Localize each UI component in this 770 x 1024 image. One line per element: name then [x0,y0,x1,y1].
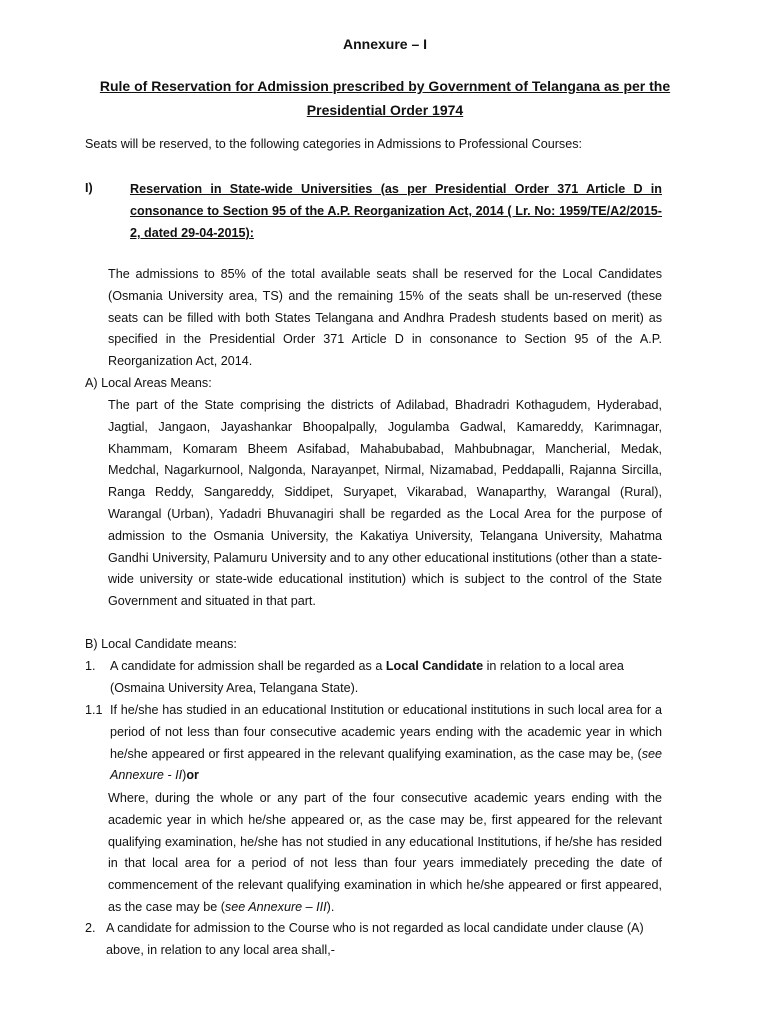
section-number: I) [85,181,93,195]
annexure-iii-ref: see Annexure – III [224,899,327,914]
item-2-text: A candidate for admission to the Course who is not regarded as local candidate under clause (A) above, in relation to any local area shall,- [106,921,644,957]
item-1-1-close: ) [182,768,187,783]
main-title: Rule of Reservation for Admission prescribed by Government of Telangana as per the Presidential Order 1974 [99,78,671,118]
item-1-1-text [110,700,662,787]
item-1-post: in relation to a local area (Osmaina University Area, Telangana State). [110,659,624,695]
item-1-number: 1. [85,659,96,673]
intro-paragraph: Seats will be reserved, to the following categories in Admissions to Professional Courses: [85,137,582,151]
or-connector: or [186,768,199,783]
where-close: ). [326,899,335,914]
section-heading: Reservation in State-wide Universities (as per Presidential Order 371 Article D in consonance to Section 95 of the A.P. Reorganization Act, 2014 ( Lr. No: 1959/TE/A2/2015-2, dated 29-04-2015): [130,182,662,240]
item-1-pre: A candidate for admission shall be regarded as a [110,659,386,673]
where-body: Where, during the whole or any part of the four consecutive academic years ending with the academic year in which he/she appeared or, as the case may be, first appeared for the relevant qualifying examination, he/she has not studied in any educational Institutions, if he/she has resided in that local area for a period of not less than four years immediately preceding the date of commencement of the relevant qualifying examination in which he/she appeared or first appeared, as the case may be ( [108,791,662,914]
section-paragraph: The admissions to 85% of the total available seats shall be reserved for the Local Candidates (Osmania University area, TS) and the remaining 15% of the seats shall be un-reserved (these seats can be filled with both States Telangana and Andhra Pradesh students based on merit) as specified in the Presidential Order 371 Article D in consonance to Section 95 of the A.P. Reorganization Act, 2014. [108,267,662,369]
annexure-title: Annexure – I [342,36,428,52]
local-candidate-label: B) Local Candidate means: [85,637,237,651]
local-areas-label: A) Local Areas Means: [85,376,212,390]
item-1-1-body: If he/she has studied in an educational Institution or educational institutions in such local area for a period of not less than four consecutive academic years ending with the academic year in which he/she appeared or first appeared in the relevant qualifying examination, as the case may be, ( [110,703,662,761]
local-areas-text: The part of the State comprising the districts of Adilabad, Bhadradri Kothagudem, Hyderabad, Jagtial, Jangaon, Jayashankar Bhoopalpally, Jogulamba Gadwal, Kamareddy, Karimnagar, Khammam, Komaram Bheem Asifabad, Mahabubabad, Mahbubnagar, Mancherial, Medak, Medchal, Nagarkurnool, Nalgonda, Narayanpet, Nirmal, Nizamabad, Peddapalli, Rajanna Sircilla, Ranga Reddy, Sangareddy, Siddipet, Suryapet, Vikarabad, Wanaparthy, Warangal (Rural), Warangal (Urban), Yadadri Bhuvanagiri shall be regarded as the Local Area for the purpose of admission to the Osmania University, the Kakatiya University, Telangana University, Mahatma Gandhi University, Palamuru University and to any other educational institutions (other than a state-wide university or state-wide educational institution) which is subject to the control of the State Government and situated in that part. [108,398,662,609]
item-1-1-number: 1.1 [85,703,103,717]
where-paragraph [108,788,662,919]
item-2-number: 2. [85,921,96,935]
local-candidate-term: Local Candidate [385,659,484,673]
annexure-ii-ref: see Annexure - II [110,746,662,783]
item-1-text [110,656,662,700]
